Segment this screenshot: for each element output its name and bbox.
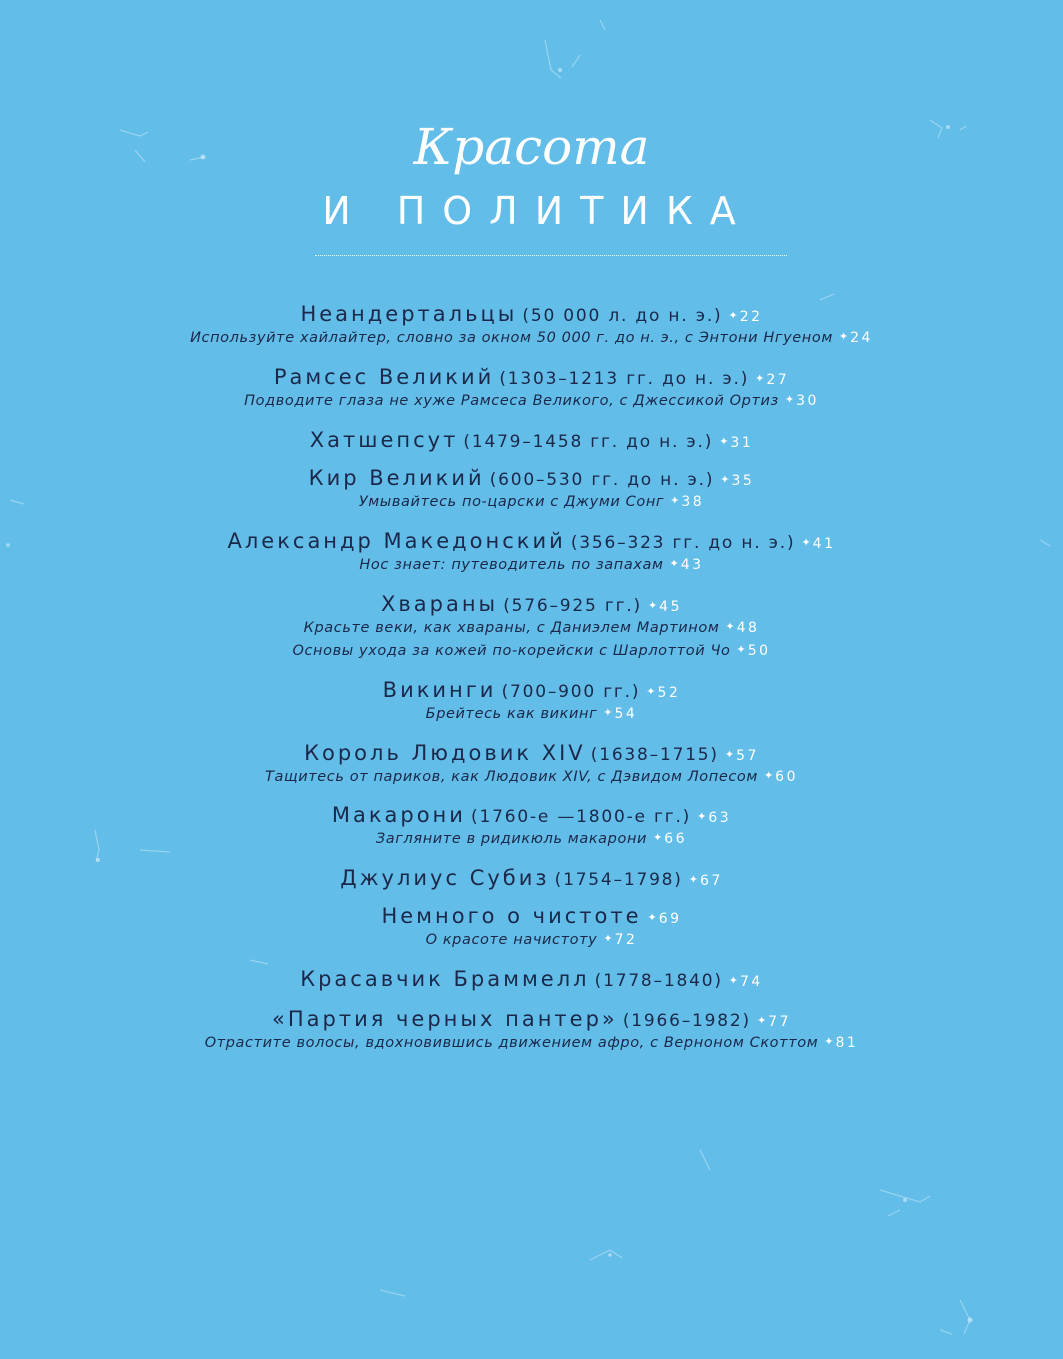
toc-entry-dates: (356–323 гг. до н. э.) (570, 533, 796, 553)
toc-subentry (0, 1032, 1063, 1051)
toc-subentry (0, 640, 1063, 659)
toc-subentry-text: Отрастите волосы, вдохновившись движением афро, с Верноном Скоттом (204, 1035, 819, 1051)
toc-entry-title: Хвараны (380, 592, 499, 616)
page-number: 35 (731, 473, 755, 489)
toc-entry-title: Рамсес Великий (273, 365, 495, 389)
toc-entry-title: Хатшепсут (309, 428, 459, 452)
toc-subentry-text: Используйте хайлайтер, словно за окном 50 000 г. до н. э., с Энтони Нгуеном (190, 330, 833, 346)
toc-subentry-text: Нос знает: путеводитель по запахам (359, 557, 664, 573)
diamond-bullet-icon: ✦ (653, 831, 663, 844)
toc-entry-title: Кир Великий (308, 466, 485, 490)
title-divider (315, 255, 787, 256)
page-number: 81 (835, 1035, 859, 1051)
toc-entry (0, 803, 1063, 827)
page-number: 43 (680, 557, 704, 573)
diamond-bullet-icon: ✦ (755, 372, 765, 385)
toc-entry (0, 866, 1063, 890)
toc-entry-title: Александр Македонский (227, 529, 566, 553)
toc-subentry-text: Подводите глаза не хуже Рамсеса Великого, с Джессикой Ортиз (244, 393, 779, 409)
page-number: 30 (796, 393, 819, 409)
diamond-bullet-icon: ✦ (688, 873, 698, 886)
toc-subentry (0, 929, 1063, 948)
toc-subentry (0, 703, 1063, 722)
toc-subentry (0, 491, 1063, 510)
diamond-bullet-icon: ✦ (724, 748, 735, 761)
diamond-bullet-icon: ✦ (801, 536, 811, 549)
toc-entry (0, 741, 1063, 765)
diamond-bullet-icon: ✦ (824, 1035, 834, 1048)
diamond-bullet-icon: ✦ (728, 309, 738, 322)
toc-entry (0, 365, 1063, 389)
toc-subentry-text: Загляните в ридикюль макарони (375, 831, 648, 847)
diamond-bullet-icon: ✦ (720, 473, 730, 486)
toc-subentry (0, 828, 1063, 847)
page-number: 45 (659, 599, 682, 615)
toc-entry-dates: (600–530 гг. до н. э.) (489, 470, 715, 490)
toc-entry (0, 592, 1063, 616)
diamond-bullet-icon: ✦ (719, 435, 729, 448)
toc-entry (0, 967, 1063, 991)
toc-entry-dates: (1303–1213 гг. до н. э.) (499, 369, 750, 389)
diamond-bullet-icon: ✦ (725, 620, 735, 633)
page-number: 52 (657, 685, 681, 701)
diamond-bullet-icon: ✦ (603, 706, 613, 719)
page-number: 60 (775, 769, 798, 785)
diamond-bullet-icon: ✦ (697, 810, 707, 823)
toc-subentry-text: Основы ухода за кожей по-корейски с Шарлоттой Чо (292, 643, 731, 659)
toc-subentry (0, 554, 1063, 573)
toc-subentry-text: Красьте веки, как хвараны, с Даниэлем Мартином (303, 620, 720, 636)
toc-entry (0, 466, 1063, 490)
diamond-bullet-icon: ✦ (647, 911, 657, 924)
page-number: 50 (747, 643, 771, 659)
diamond-bullet-icon: ✦ (784, 393, 795, 406)
page-number: 67 (699, 873, 723, 889)
toc-entry-dates: (1638–1715) (590, 745, 719, 765)
diamond-bullet-icon: ✦ (736, 643, 746, 656)
toc-entry (0, 1007, 1063, 1031)
toc-entry (0, 428, 1063, 452)
diamond-bullet-icon: ✦ (670, 494, 680, 507)
toc-subentry (0, 617, 1063, 636)
toc-entry-dates: (700–900 гг.) (501, 682, 641, 702)
toc-entry-dates: (1479–1458 гг. до н. э.) (463, 432, 714, 452)
toc-entry-title: Красавчик Браммелл (300, 967, 590, 991)
toc-entry-dates: (576–925 гг.) (503, 596, 642, 616)
page-number: 41 (812, 536, 836, 552)
toc-entry-dates: (50 000 л. до н. э.) (522, 306, 723, 326)
toc-entry-dates: (1966–1982) (622, 1011, 751, 1031)
page-number: 27 (766, 372, 790, 388)
page-number: 31 (730, 435, 754, 451)
toc-subentry (0, 327, 1063, 346)
toc-subentry-text: О красоте начистоту (425, 932, 598, 948)
toc-subentry (0, 766, 1063, 785)
toc-entry (0, 529, 1063, 553)
page-number: 63 (708, 810, 732, 826)
toc-entry-title: «Партия черных пантер» (272, 1007, 618, 1031)
toc-subentry-text: Брейтесь как викинг (425, 706, 598, 722)
diamond-bullet-icon: ✦ (647, 599, 658, 612)
toc-subentry-text: Умывайтесь по-царски с Джуми Сонг (358, 494, 665, 510)
page-number: 24 (850, 330, 873, 346)
toc-entry-title: Король Людовик XIV (304, 741, 586, 765)
toc-entry-dates: (1778–1840) (594, 971, 723, 991)
diamond-bullet-icon: ✦ (728, 974, 738, 987)
toc-entry-title: Джулиус Субиз (340, 866, 550, 890)
page-number: 38 (681, 494, 705, 510)
toc-entry-title: Викинги (382, 678, 497, 702)
toc-entry-title: Неандертальцы (300, 302, 518, 326)
toc-entry-title: Макарони (331, 803, 466, 827)
section-title-script: Красота (413, 118, 650, 176)
page-number: 48 (736, 620, 760, 636)
page-number: 54 (614, 706, 638, 722)
page-number: 57 (736, 748, 759, 764)
diamond-bullet-icon: ✦ (756, 1014, 767, 1027)
diamond-bullet-icon: ✦ (763, 769, 774, 782)
page-number: 69 (658, 911, 682, 927)
page-number: 74 (739, 974, 763, 990)
page-number: 77 (768, 1014, 791, 1030)
section-title-caps: И ПОЛИТИКА (322, 189, 753, 233)
toc-subentry-text: Тащитесь от париков, как Людовик XIV, с Дэвидом Лопесом (265, 769, 758, 785)
diamond-bullet-icon: ✦ (646, 685, 656, 698)
page-number: 22 (739, 309, 763, 325)
page-number: 66 (664, 831, 688, 847)
toc-entry-dates: (1754–1798) (554, 870, 683, 890)
toc-entry (0, 678, 1063, 702)
diamond-bullet-icon: ✦ (838, 330, 849, 343)
diamond-bullet-icon: ✦ (603, 932, 613, 945)
toc-entry (0, 302, 1063, 326)
diamond-bullet-icon: ✦ (669, 557, 679, 570)
toc-subentry (0, 390, 1063, 409)
toc-entry (0, 904, 1063, 928)
page-number: 72 (614, 932, 638, 948)
toc-entry-title: Немного о чистоте (381, 904, 642, 928)
toc-entry-dates: (1760-е —1800-е гг.) (471, 807, 692, 827)
